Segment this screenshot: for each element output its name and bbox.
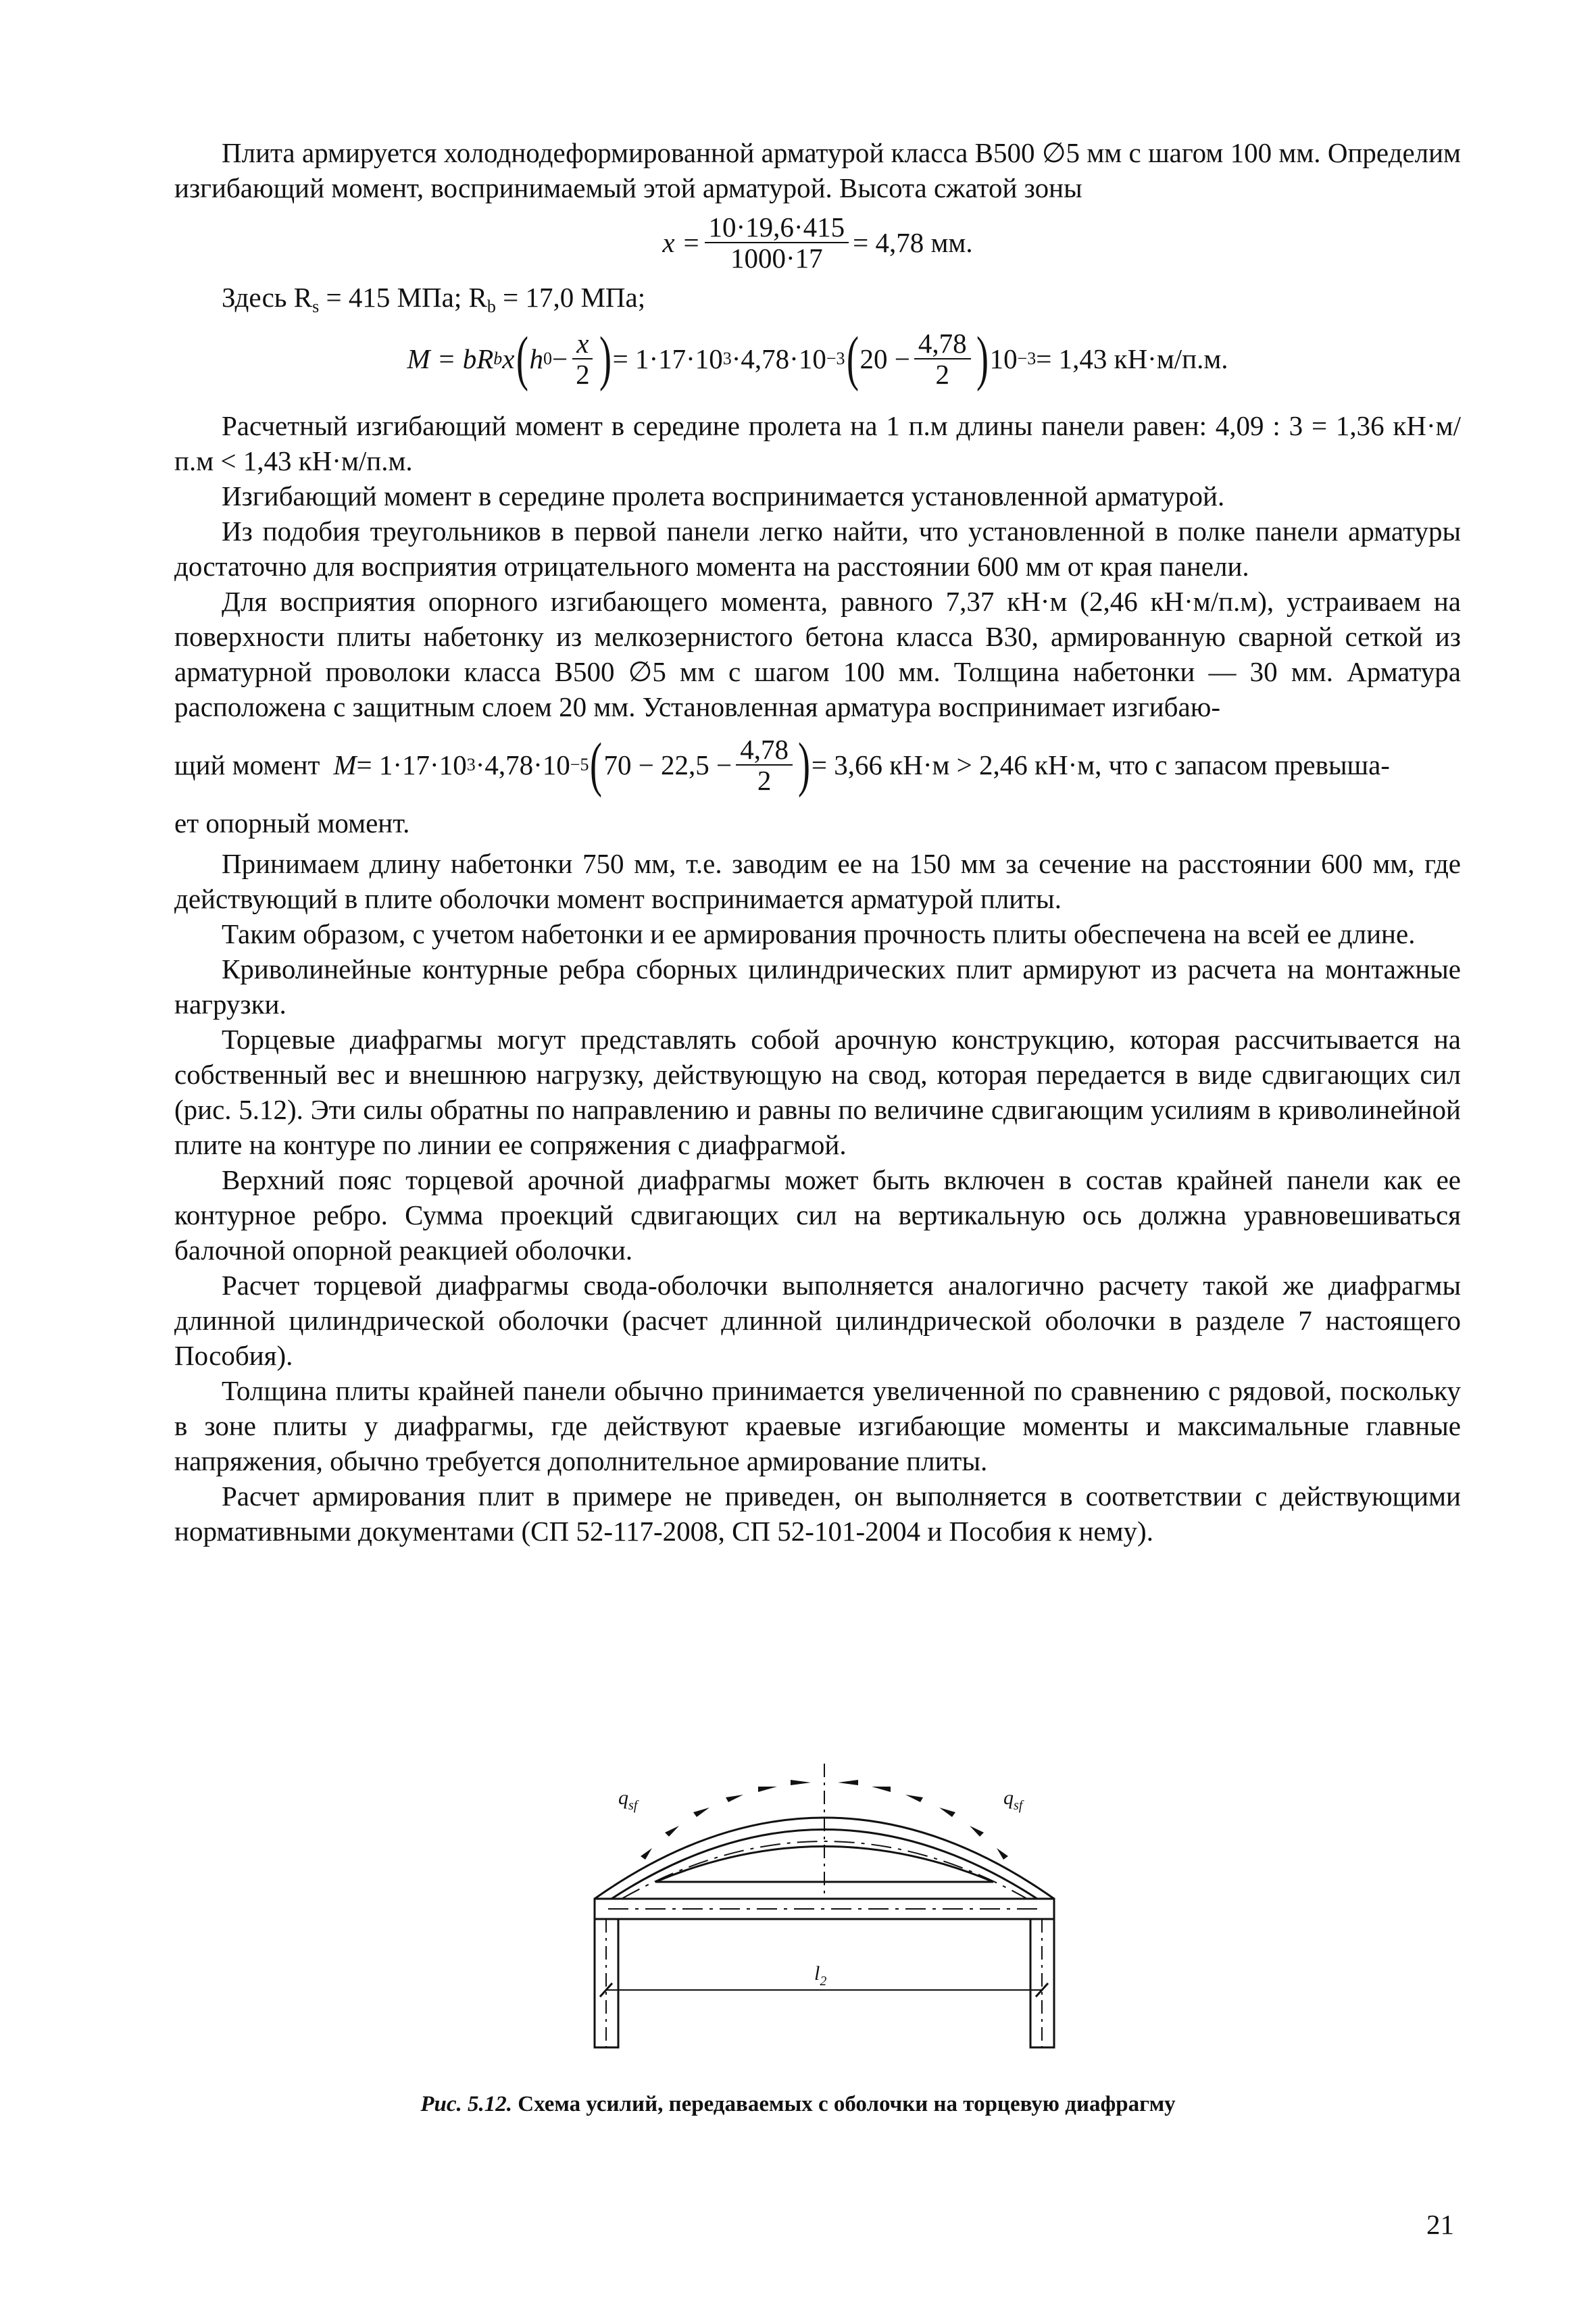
paragraph-8: Криволинейные контурные ребра сборных цилиндрических плит армируют из расчета на монтажные нагрузки. (174, 953, 1461, 1020)
paragraph-10: Верхний пояс торцевой арочной диафрагмы может быть включен в состав крайней панели как ее контурное ребро. Сумма проекций сдвигающих сил на вертикальную ось должна уравновешиваться балочной опорной реакцией оболочки. (174, 1164, 1461, 1266)
paragraph-5-tail: ет опорный момент. (174, 807, 410, 839)
paragraph-11: Расчет торцевой диафрагмы свода-оболочки выполняется аналогично расчету такой же диафрагмы длинной цилиндрической оболочки (расчет длинной цилиндрической оболочки в разделе 7 настоящего Пособия). (174, 1270, 1461, 1371)
equation-compressed-zone: x = $\frac{10\cdot 19,6\cdot 415}{1000\cdot 17}$ = 4,78 мм. (662, 211, 973, 274)
paragraph-12: Толщина плиты крайней панели обычно принимается увеличенной по сравнению с рядовой, поскольку в зоне плиты у диафрагмы, где действуют краевые изгибающие моменты и максимальные главные напряжения, обычно требуется дополнительное армирование плиты. (174, 1375, 1461, 1476)
paragraph-5: Для восприятия опорного изгибающего момента, равного 7,37 кН·м (2,46 кН·м/п.м), устраиваем на поверхности плиты набетонку из мелкозернистого бетона класса В30, армированную сварной сеткой из арматурной проволоки класса В500 ∅5 мм с шагом 100 мм. Толщина набетонки — 30 мм. Арматура расположена с защитным слоем 20 мм. Установленная арматура воспринимает изгибаю- (174, 586, 1461, 722)
label-qsf-right: $q_{sf}$ (1003, 1787, 1023, 1813)
paragraph-9: Торцевые диафрагмы могут представлять собой арочную конструкцию, которая рассчитывается на собственный вес и внешнюю нагрузку, действующую на свод, которая передается в виде сдвигающих сил (рис. 5.12). Эти силы обратны по направлению и равны по величине сдвигающим усилиям в криволинейной плите на контуре по линии ее сопряжения с диафрагмой. (174, 1024, 1461, 1160)
equation-moment: M = bR b x ( h 0 − $\frac{x}{2}$ ) = 1·17·10 3 ·4,78·10 −3 ( 20 − $\frac{4,78}{2}$ ) 10 −3 = 1,43 кН·м/п.м. (407, 325, 1228, 392)
equation-support-moment: щий момент M = 1·17·10 3 ·4,78·10 −5 ( 70 − 22,5 − $\frac{4,78}{2}$ ) = 3,66 кН·м > 2,46 кН·м, что с запасом превыша- (174, 731, 1390, 798)
paragraph-2: Расчетный изгибающий момент в середине пролета на 1 п.м длины панели равен: 4,09 : 3 = 1,36 кН·м/п.м < 1,43 кН·м/п.м. (174, 410, 1461, 476)
figure-caption: Рис. 5.12. Схема усилий, передаваемых с оболочки на торцевую диафрагму (420, 2092, 1176, 2116)
label-span-l2: $l_2$ (814, 1962, 827, 1989)
label-qsf-left: $q_{sf}$ (618, 1787, 638, 1813)
paragraph-13: Расчет армирования плит в примере не приведен, он выполняется в соответствии с действующими нормативными документами (СП 52-117-2008, СП 52-101-2004 и Пособия к нему). (174, 1480, 1461, 1547)
paragraph-here: Здесь $R_s = 415$ МПа; $R_b = 17,0$ МПа; (222, 282, 646, 316)
diaphragm-force-diagram (581, 1764, 1068, 2061)
text-column (174, 135, 1461, 1549)
page-number: 21 (1426, 2209, 1454, 2240)
equation-fraction: $\frac{10\cdot 19,6\cdot 415}{1000\cdot 17}$ (705, 212, 849, 273)
paragraph-3: Изгибающий момент в середине пролета воспринимается установленной арматурой. (222, 480, 1225, 512)
paragraph-1: Плита армируется холоднодеформированной арматурой класса В500 ∅5 мм с шагом 100 мм. Определим изгибающий момент, воспринимаемый этой арматурой. Высота сжатой зоны (174, 137, 1461, 203)
paragraph-4: Из подобия треугольников в первой панели легко найти, что установленной в полке панели арматуры достаточно для восприятия отрицательного момента на расстоянии 600 мм от края панели. (174, 516, 1461, 582)
paragraph-7: Таким образом, с учетом набетонки и ее армирования прочность плиты обеспечена на всей ее длине. (222, 918, 1416, 949)
paragraph-6: Принимаем длину набетонки 750 мм, т.е. заводим ее на 150 мм за сечение на расстоянии 600 мм, где действующий в плите оболочки момент воспринимается арматурой плиты. (174, 848, 1461, 914)
